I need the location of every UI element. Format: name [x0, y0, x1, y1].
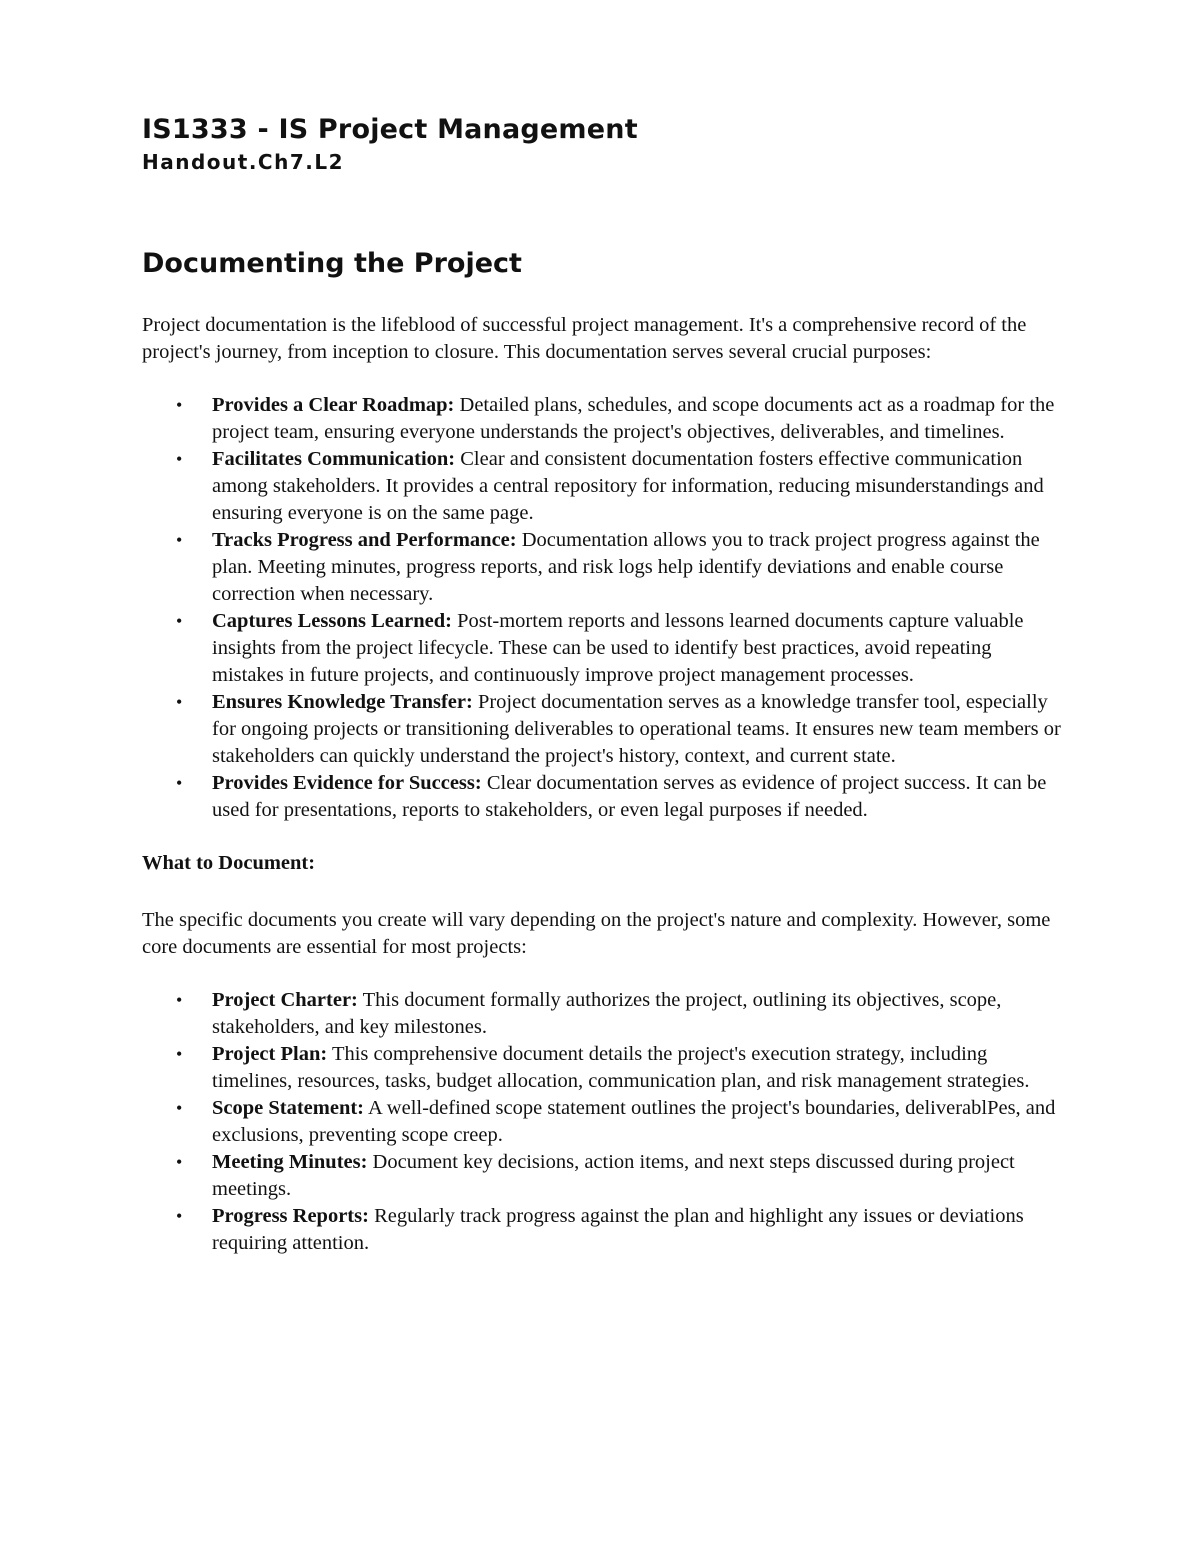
list-item	[142, 1095, 1062, 1149]
list-item	[142, 770, 1062, 824]
documents-list	[142, 987, 1062, 1257]
item-label: Provides a Clear Roadmap:	[212, 394, 455, 416]
item-text: Documentation allows you to track project progress against the plan. Meeting minutes, progress reports, and risk logs help identify deviations and enable course correction when necessary.	[212, 529, 1040, 605]
list-item	[142, 1041, 1062, 1095]
list-item	[142, 1149, 1062, 1203]
section-title: Documenting the Project	[142, 248, 522, 279]
item-label: Meeting Minutes:	[212, 1151, 368, 1173]
bullet-icon: •	[176, 449, 183, 469]
list-item	[142, 689, 1062, 770]
item-label: Progress Reports:	[212, 1205, 369, 1227]
item-label: Scope Statement:	[212, 1097, 365, 1119]
bullet-icon: •	[176, 692, 183, 712]
item-text: This comprehensive document details the project's execution strategy, including timelines, resources, tasks, budget allocation, communication plan, and risk management strategies.	[212, 1043, 1030, 1092]
purposes-list	[142, 392, 1062, 824]
item-label: Tracks Progress and Performance:	[212, 529, 517, 551]
what-to-document-intro: The specific documents you create will vary depending on the project's nature and complexity. However, some core documents are essential for most projects:	[142, 909, 1051, 958]
item-text: Detailed plans, schedules, and scope documents act as a roadmap for the project team, ensuring everyone understands the project's objectives, deliverables, and timelines.	[212, 394, 1055, 443]
item-label: Ensures Knowledge Transfer:	[212, 691, 473, 713]
bullet-icon: •	[176, 395, 183, 415]
item-text: Regularly track progress against the plan and highlight any issues or deviations requiring attention.	[212, 1205, 1024, 1254]
bullet-icon: •	[176, 611, 183, 631]
list-item	[142, 527, 1062, 608]
item-label: Captures Lessons Learned:	[212, 610, 452, 632]
item-text: Document key decisions, action items, and next steps discussed during project meetings.	[212, 1151, 1015, 1200]
list-item	[142, 608, 1062, 689]
bullet-icon: •	[176, 1098, 183, 1118]
course-title: IS1333 - IS Project Management	[142, 114, 638, 145]
bullet-icon: •	[176, 1044, 183, 1064]
list-item	[142, 392, 1062, 446]
item-text: Post-mortem reports and lessons learned documents capture valuable insights from the project lifecycle. These can be used to identify best practices, avoid repeating mistakes in future projects, and continuously improve project management processes.	[212, 610, 1024, 686]
item-text: Clear documentation serves as evidence of project success. It can be used for presentations, reports to stakeholders, or even legal purposes if needed.	[212, 772, 1047, 821]
item-text: Project documentation serves as a knowledge transfer tool, especially for ongoing projects or transitioning deliverables to operational teams. It ensures new team members or stakeholders can quickly understand the project's history, context, and current state.	[212, 691, 1061, 767]
handout-id: Handout.Ch7.L2	[142, 150, 345, 174]
bullet-icon: •	[176, 990, 183, 1010]
document-page	[142, 112, 1062, 1257]
bullet-icon: •	[176, 1206, 183, 1226]
item-label: Project Plan:	[212, 1043, 328, 1065]
list-item	[142, 446, 1062, 527]
bullet-icon: •	[176, 530, 183, 550]
item-label: Project Charter:	[212, 989, 358, 1011]
item-text: A well-defined scope statement outlines the project's boundaries, deliverablPes, and exclusions, preventing scope creep.	[212, 1097, 1056, 1146]
item-text: This document formally authorizes the project, outlining its objectives, scope, stakeholders, and key milestones.	[212, 989, 1002, 1038]
item-label: Facilitates Communication:	[212, 448, 456, 470]
list-item	[142, 987, 1062, 1041]
bullet-icon: •	[176, 773, 183, 793]
what-to-document-heading: What to Document:	[142, 852, 316, 874]
intro-paragraph: Project documentation is the lifeblood of successful project management. It's a comprehensive record of the project's journey, from inception to closure. This documentation serves several crucial purposes:	[142, 314, 1027, 363]
bullet-icon: •	[176, 1152, 183, 1172]
item-text: Clear and consistent documentation fosters effective communication among stakeholders. It provides a central repository for information, reducing misunderstandings and ensuring everyone is on the same page.	[212, 448, 1044, 524]
list-item	[142, 1203, 1062, 1257]
item-label: Provides Evidence for Success:	[212, 772, 482, 794]
